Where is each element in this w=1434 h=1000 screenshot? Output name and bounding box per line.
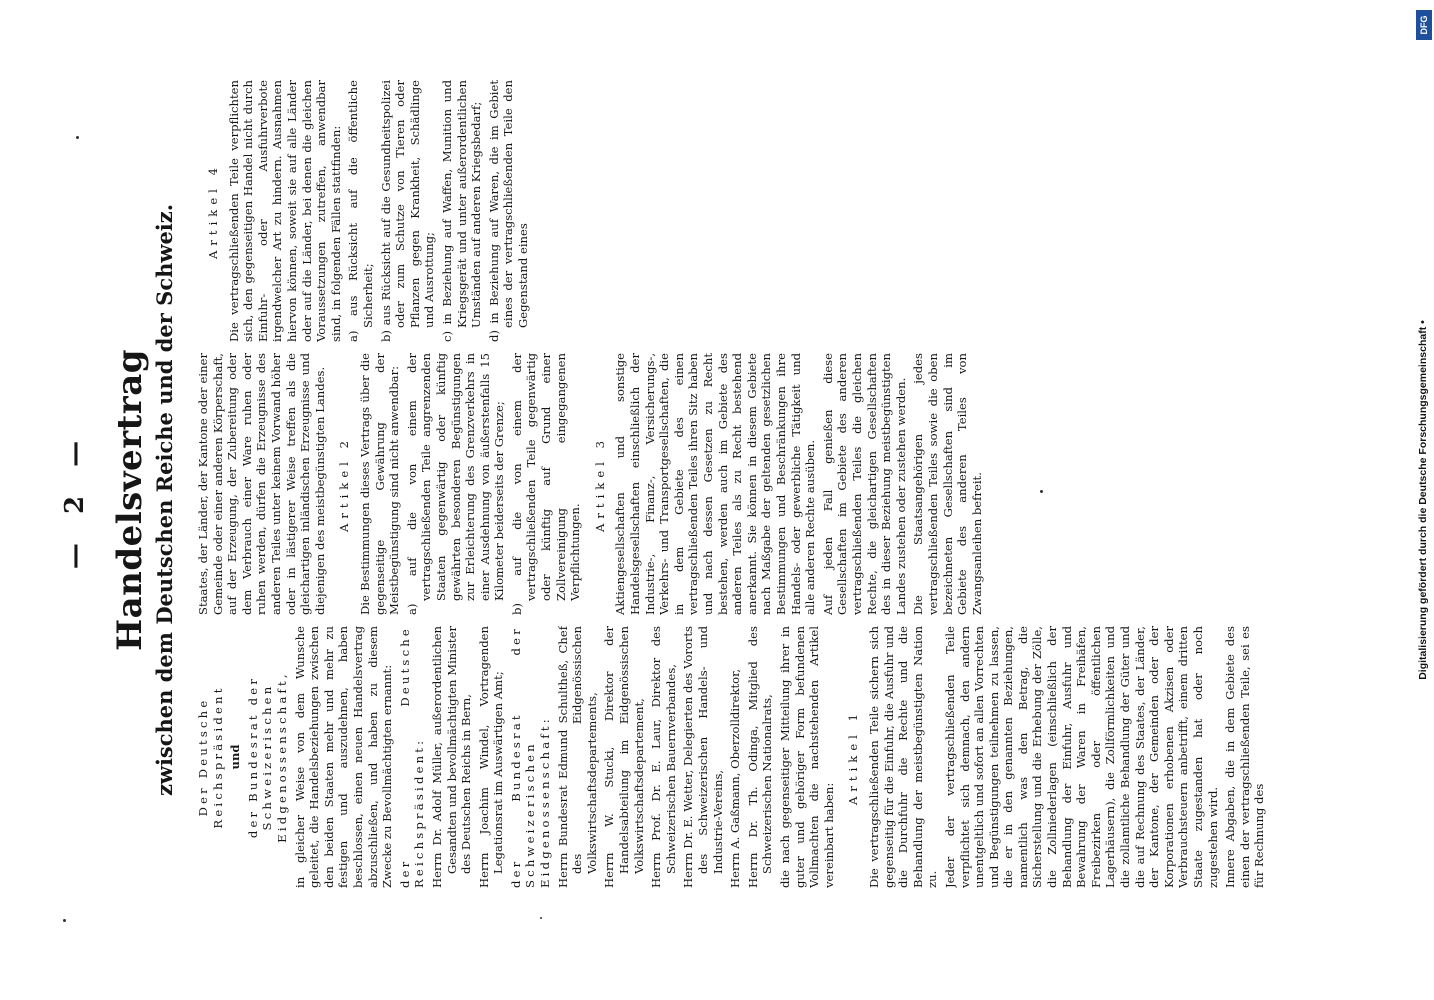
paragraph: Staates, der Länder, der Kantone oder einer Gemeinde oder einer anderen Körperschaft, auf der Erzeugung, der Zubereitung oder dem Verbrauch einer Ware ruhen oder ruhen werden, dürfen die Erzeugnisse des anderen Teiles unter keinem Vorwand höher oder in lästigerer Weise treffen als die gleichartigen inländischen Erzeugnisse und diejenigen des meistbegünstigten Landes. xyxy=(196,353,327,615)
list-item: a) auf die von einem der vertragschließenden Teile angrenzenden Staaten gegenwärtig oder künftig gewährten besonderen Begünstigungen zur Erleichterung des Grenzverkehrs in einer Ausdehnung von äußerstenfalls 15 Kilometer beiderseits der Grenze; xyxy=(404,353,507,615)
dfg-funding-note: Digitalisierung gefördert durch die Deutsche Forschungsgemeinschaft • xyxy=(1417,320,1429,680)
paragraph: Die vertragschließenden Teile sichern sich gegenseitig für die Einfuhr, die Ausfuhr und die Durchfuhr die Rechte und die Behandlung der meistbegünstigten Nation zu. xyxy=(866,626,940,888)
paragraph: in gleicher Weise von dem Wunsche geleitet, die Handelsbeziehungen zwischen den beiden Staaten mehr und mehr zu festigen und auszudehnen, haben beschlossen, einen neuen Handelsvertrag abzuschließen, und haben zu diesem Zwecke zu Bevollmächtigten ernannt: xyxy=(292,626,395,888)
paragraph: der Bundesrat der Schweizerischen Eidgenossenschaft, xyxy=(245,671,289,843)
paragraph: der Deutsche Reichspräsident: xyxy=(397,626,427,888)
document-title: Handelsvertrag xyxy=(110,348,150,652)
dfg-logo-text: DFG xyxy=(1419,15,1429,35)
scan-speck xyxy=(76,136,79,139)
paragraph: Jeder der vertragschließenden Teile verpflichtet sich demnach, den andern unentgeltlich und sofort an allen Vorrechten und Begünstigungen teilnehmen zu lassen, die er in den genannten Beziehungen, namentlich was den Betrag, die Sicherstellung und die Erhebung der Zölle, die Zollniederlagen (einschließlich der Behandlung der Einfuhr, Ausfuhr und Bewahrung der Waren in Freihäfen, Freibezirken oder öffentlichen Lagerhäusern), die Zollförmlichkeiten und die zollamtliche Behandlung der Güter und die auf Rechnung des Staates, der Länder, der Kantone, der Gemeinden oder der Korporationen erhobenen Akzisen oder Verbrauchsteuern anbetrifft, einem dritten Staate zugestanden hat oder noch zugestehen wird. xyxy=(942,626,1220,888)
article-heading: Artikel 4 xyxy=(206,163,220,259)
article-heading: Artikel 3 xyxy=(592,436,607,532)
list-item: c) in Beziehung auf Waffen, Munition und Kriegsgerät und unter außerordentlichen Umständen auf anderen Kriegsbedarf; xyxy=(439,80,484,342)
text-column-3 xyxy=(196,80,1281,342)
page-number: — 2 — xyxy=(60,430,90,570)
paragraph: Herrn W. Stucki, Direktor der Handelsabteilung im Eidgenössischen Volkswirtschaftsdepartement, xyxy=(602,626,646,888)
paragraph: Innere Abgaben, die in dem Gebiete des einen der vertragschließenden Teile, sei es für Rechnung des xyxy=(1223,626,1267,888)
text-column-1 xyxy=(196,626,1281,888)
paragraph: Der Deutsche Reichspräsident xyxy=(196,685,225,829)
list-item: b) auf die von einem der vertragschließenden Teile gegenwärtig oder künftig auf Grund einer Zollvereinigung eingegangenen Verpflichtungen. xyxy=(509,353,583,615)
scan-speck xyxy=(63,919,66,922)
scan-speck xyxy=(540,917,542,919)
scan-speck xyxy=(1040,490,1043,493)
paragraph: der Bundesrat der Schweizerischen Eidgenossenschaft: xyxy=(508,626,553,888)
paragraph: Herrn Dr. E. Wetter, Delegierten des Vororts des Schweizerischen Handels- und Industrie-Vereins, xyxy=(681,626,725,888)
paragraph: die nach gegenseitiger Mitteilung ihrer in guter und gehöriger Form befundenen Vollmachten die nachstehenden Artikel vereinbart haben: xyxy=(777,626,836,888)
article-heading: Artikel 2 xyxy=(337,436,352,532)
paragraph: Herrn Dr. Adolf Müller, außerordentlichen Gesandten und bevollmächtigten Minister des Deutschen Reichs in Bern, xyxy=(429,626,474,888)
list-item: a) aus Rücksicht auf die öffentliche Sicherheit; xyxy=(346,80,375,342)
dfg-sidebar xyxy=(1412,8,1434,992)
text-column-2 xyxy=(196,353,1281,615)
paragraph: Die Staatsangehörigen jedes vertragschließenden Teiles sowie die oben bezeichneten Gesellschaften sind im Gebiete des anderen Teiles von Zwangsanleihen befreit. xyxy=(911,353,984,615)
paragraph: Die vertragschließenden Teile verpflichten sich, den gegenseitigen Handel nicht durch Einfuhr- oder Ausfuhrverbote irgendwelcher Art zu hindern. Ausnahmen hiervon können, soweit sie auf alle Länder oder auf die Länder, bei denen die gleichen Voraussetzungen zutreffen, anwendbar sind, in folgenden Fällen stattfinden: xyxy=(226,80,343,342)
paragraph: Herrn Prof. Dr. E. Laur, Direktor des Schweizerischen Bauernverbandes, xyxy=(649,626,678,888)
list-item: b) aus Rücksicht auf die Gesundheitspolizei oder zum Schutze von Tieren oder Pflanzen gegen Krankheit, Schädlinge und Ausrottung; xyxy=(378,80,437,342)
paragraph: und xyxy=(228,744,243,770)
paragraph: Herrn Bundesrat Edmund Schultheß, Chef des Eidgenössischen Volkswirtschaftsdepartements, xyxy=(555,626,599,888)
paragraph: Herrn Dr. Th. Odinga, Mitglied des Schweizerischen Nationalrats, xyxy=(745,626,775,888)
paragraph: Auf jeden Fall genießen diese Gesellschaften im Gebiete des anderen vertragschließenden Teiles die gleichen Rechte, die gleichartigen Gesellschaften des in dieser Beziehung meistbegünstigten Landes zustehen oder zustehen werden. xyxy=(820,353,908,615)
list-item: d) in Beziehung auf Waren, die im Gebiet eines der vertragschließenden Teile den Gegenstand eines xyxy=(486,80,530,342)
paragraph: Die Bestimmungen dieses Vertrags über die gegenseitige Gewährung der Meistbegünstigung sind nicht anwendbar: xyxy=(357,353,402,615)
paragraph: Herrn A. Gaßmann, Oberzolldirektor, xyxy=(728,668,743,888)
article-heading: Artikel 1 xyxy=(846,709,861,805)
dfg-logo-icon xyxy=(1416,10,1432,40)
paragraph: Aktiengesellschaften und sonstige Handelsgesellschaften einschließlich der Industrie-, Finanz-, Versicherungs-, Verkehrs- und Transportgesellschaften, die in dem Gebiete des einen vertragschließenden Teiles ihren Sitz haben und nach dessen Gesetzen zu Recht bestehen, werden auch im Gebiete des anderen Teiles als zu Recht bestehend anerkannt. Sie können in diesem Gebiete nach Maßgabe der geltenden gesetzlichen Bestimmungen und Beschränkungen ihre Handels- oder gewerbliche Tätigkeit und alle anderen Rechte ausüben. xyxy=(613,353,818,615)
document-subtitle: zwischen dem Deutschen Reiche und der Schweiz. xyxy=(152,203,177,797)
paragraph: Herrn Joachim Windel, Vortragenden Legationsrat im Auswärtigen Amt; xyxy=(476,626,506,888)
